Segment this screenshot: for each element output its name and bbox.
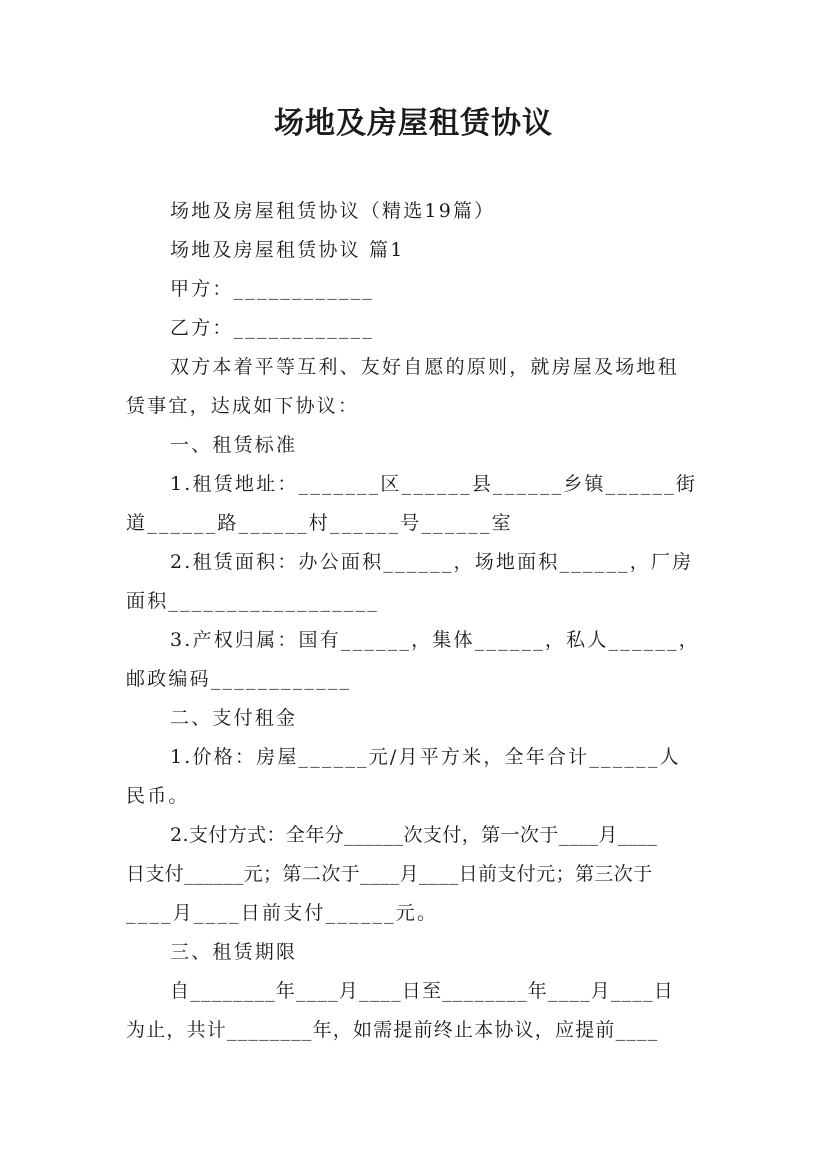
paragraph-line: 面积__________________ [126,590,380,612]
paragraph-line: 自________年____月____日至________年____月____日 [170,980,675,1002]
paragraph-line: 1.租赁地址：_______区______县______乡镇______街 [170,473,698,495]
paragraph-line: 道______路______村______号______室 [126,512,513,534]
paragraph-line: 3.产权归属：国有______，集体______，私人______， [170,629,700,651]
section-heading-1: 场地及房屋租赁协议 篇1 [170,239,405,261]
section-heading: 三、租赁期限 [170,941,298,963]
paragraph-line: 双方本着平等互利、友好自愿的原则，就房屋及场地租 [170,356,679,378]
party-b-line: 乙方：____________ [170,317,375,339]
section-heading: 一、租赁标准 [170,434,298,456]
paragraph-line: ____月____日前支付______元。 [126,902,439,924]
paragraph-line: 邮政编码____________ [126,668,352,690]
paragraph-line: 民币。 [126,785,190,807]
paragraph-line: 2.租赁面积：办公面积______，场地面积______，厂房 [170,551,694,573]
subtitle-line: 场地及房屋租赁协议（精选19篇） [170,200,496,222]
party-a-line: 甲方：____________ [170,278,375,300]
section-heading: 二、支付租金 [170,707,298,729]
paragraph-line: 日支付______元；第二次于____月____日前支付元；第三次于 [126,863,653,885]
paragraph-line: 1.价格：房屋______元/月平方米，全年合计______人 [170,746,681,768]
paragraph-line: 赁事宜，达成如下协议： [126,395,360,417]
paragraph-line: 为止，共计________年，如需提前终止本协议，应提前____ [126,1019,659,1041]
paragraph-line: 2.支付方式：全年分______次支付，第一次于____月____ [170,824,658,846]
document-title: 场地及房屋租赁协议 [274,106,553,141]
